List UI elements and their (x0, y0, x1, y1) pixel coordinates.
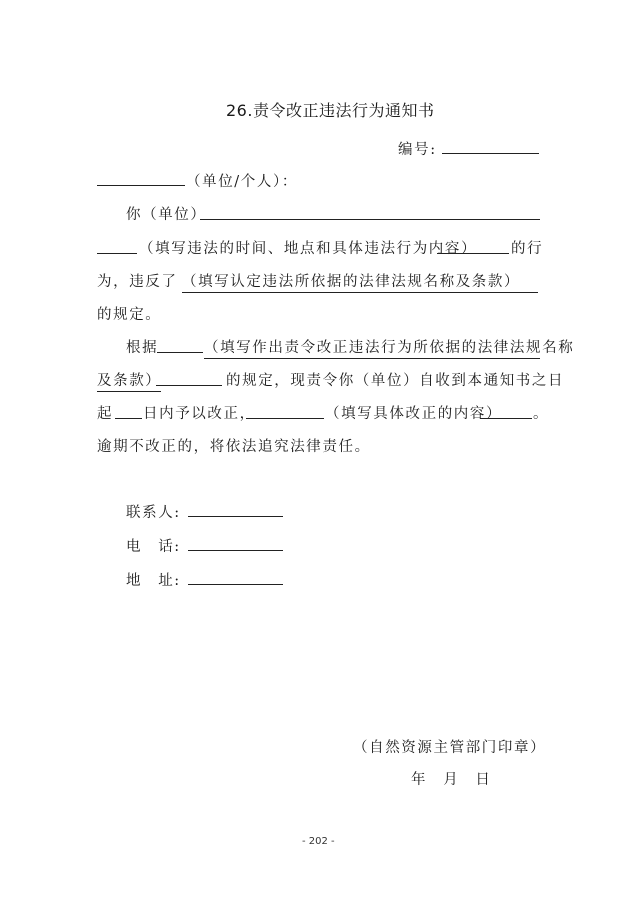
days-blank (115, 418, 142, 419)
phone-label: 电 话: (126, 539, 181, 555)
regulation-end-text: 的规定。 (97, 307, 162, 323)
address-label: 地 址: (126, 573, 181, 589)
fill-violation-hint: （填写违法的时间、地点和具体违法行为内容） (139, 241, 478, 257)
days-text: 日内予以改正， (143, 406, 256, 422)
address-blank (188, 584, 283, 585)
fill-basis-hint-1: （填写作出责令改正违法行为所依据的法律法规名称 (204, 336, 540, 359)
fill-content-hint: （填写具体改正的内容） (325, 406, 503, 422)
qi-text: 起 (97, 406, 114, 422)
overdue-text: 逾期不改正的，将依法追究法律责任。 (97, 439, 371, 455)
number-blank (442, 153, 539, 154)
document-title: 26.责令改正违法行为通知书 (226, 101, 435, 120)
according-text: 根据 (126, 340, 159, 356)
page-number: - 202 - (302, 836, 335, 847)
you-unit-blank (200, 219, 540, 220)
violation-blank-right (437, 253, 509, 254)
fill-basis-hint-2: 及条款） (97, 369, 161, 392)
you-unit-label: 你（单位） (126, 207, 207, 223)
basis-blank-right (156, 385, 222, 386)
violation-blank-left (97, 253, 137, 254)
contact-label: 联系人: (126, 505, 181, 521)
seal-text: （自然资源主管部门印章） (353, 740, 547, 756)
contact-blank (188, 516, 283, 517)
number-label: 编号: (398, 142, 437, 158)
de-xing-text: 的行 (511, 241, 544, 257)
addressee-suffix: （单位/个人）： (186, 174, 298, 190)
content-blank-left (246, 418, 324, 419)
order-text: 的规定，现责令你（单位）自收到本通知书之日 (226, 373, 565, 389)
addressee-blank (97, 185, 185, 186)
content-blank-right (480, 418, 532, 419)
wei-violated-text: 为，违反了 (97, 274, 178, 290)
fill-law-hint: （填写认定违法所依据的法律法规名称及条款） (182, 270, 538, 293)
date-text: 年 月 日 (411, 772, 492, 788)
phone-blank (188, 550, 283, 551)
period-mark: 。 (533, 406, 550, 422)
basis-blank-left (157, 352, 203, 353)
